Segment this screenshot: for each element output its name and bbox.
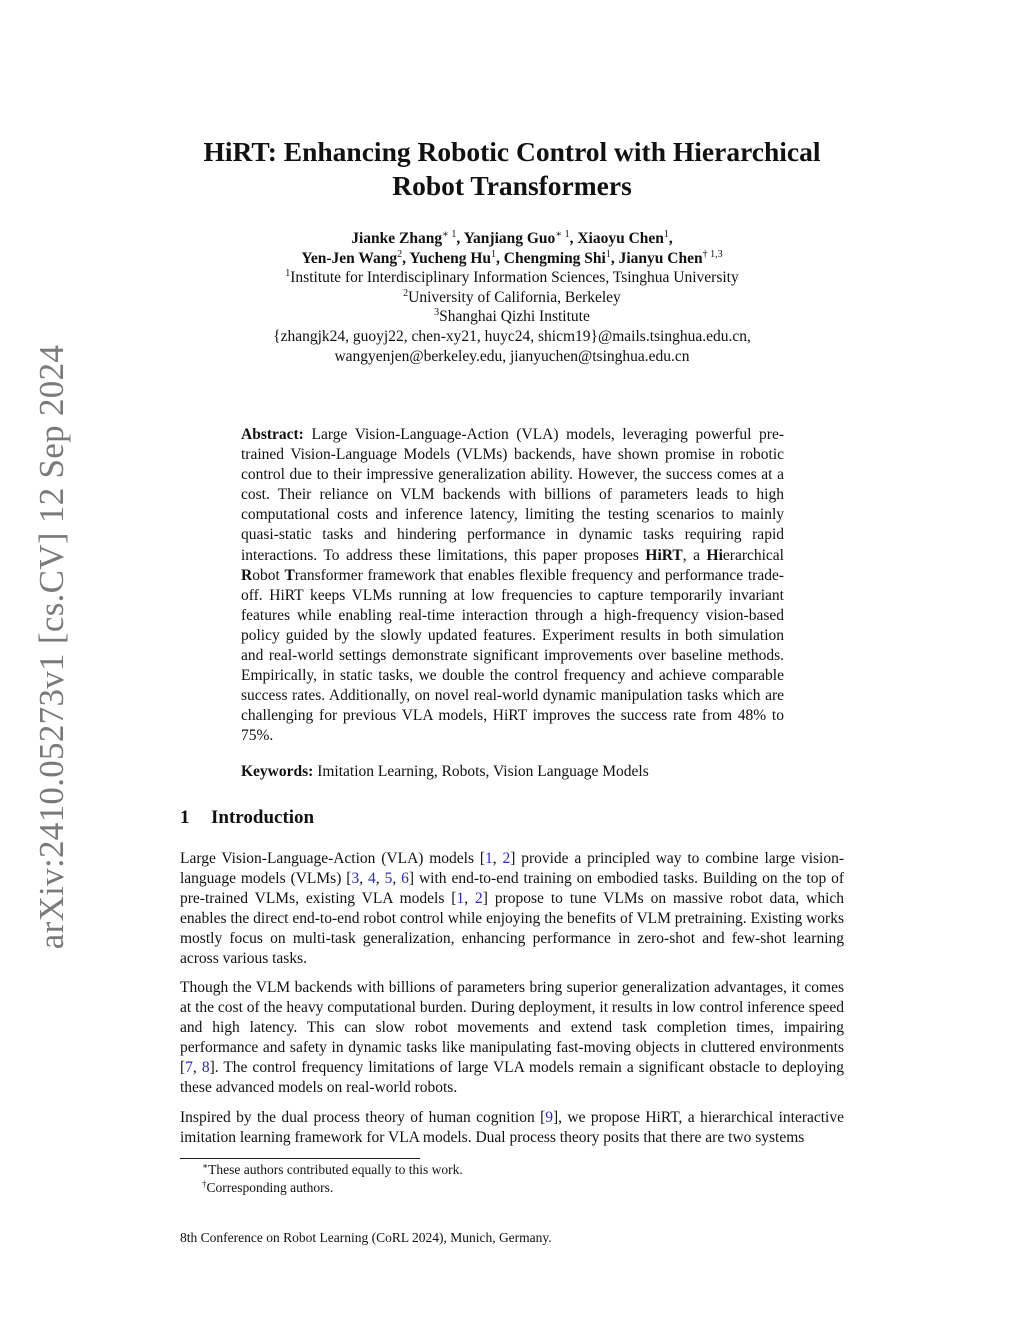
- citation-link[interactable]: 2: [475, 890, 483, 908]
- arxiv-identifier: arXiv:2410.05273v1 [cs.CV] 12 Sep 2024: [32, 344, 71, 950]
- conference-venue: 8th Conference on Robot Learning (CoRL 2024), Munich, Germany.: [180, 1230, 552, 1245]
- paper-title: [180, 135, 844, 203]
- section-heading-introduction: [180, 806, 314, 830]
- author-name: Jianyu Chen: [618, 249, 703, 267]
- affiliation: $^2$University of California, Berkeley: [403, 287, 621, 306]
- citation-link[interactable]: 8: [201, 1059, 210, 1077]
- author-name: Yucheng Hu: [409, 249, 492, 267]
- affiliation: $^1$Institute for Interdisciplinary Information Sciences, Tsinghua University: [285, 268, 739, 287]
- intro-paragraph-1: Large Vision-Language-Action (VLA) models [1, 2] provide a principled way to combine large vision-language models (VLMs) [3, 4, 5, 6] with end-to-end training on embodied tasks. Building on the top of pre-trained VLMs, existing VLA models [1, 2] propose to tune VLMs on massive robot data, which enables the direct end-to-end robot control while enjoying the benefits of VLM pretraining. Existing works mostly focus on multi-task generalization, enhancing performance in zero-shot and few-shot learning across various tasks.: [180, 850, 845, 968]
- email-line: wangyenjen@berkeley.edu, jianyuchen@tsinghua.edu.cn: [334, 347, 690, 365]
- author-names: Jianke Zhang$^{∗ 1}$, Yanjiang Guo$^{∗ 1}$, Xiaoyu Chen$^1$, Yen-Jen Wang$^2$, Yucheng Hu$^1$, Chengming Shi$^1$, Jianyu Chen$^{\dagger 1,3}$: [301, 229, 723, 267]
- arxiv-sidebar-stamp: [32, 344, 72, 950]
- citation-link[interactable]: 6: [401, 870, 409, 888]
- footnote: †Corresponding authors.: [202, 1178, 334, 1195]
- citation-link[interactable]: 1: [485, 850, 493, 867]
- footnotes: [180, 1161, 844, 1196]
- citation-link[interactable]: 4: [368, 870, 376, 888]
- citation-link[interactable]: 3: [351, 870, 360, 888]
- intro-paragraph-2: Though the VLM backends with billions of parameters bring superior generalization advantages, it comes at the cost of the heavy computational burden. During deployment, it results in low control inference speed and high latency. This can slow robot movements and extend task completion times, impairing performance and safety in dynamic tasks like manipulating fast-moving objects in cluttered environments [7, 8]. The control frequency limitations of large VLA models remain a significant obstacle to deploying these advanced models on real-world robots.: [180, 979, 844, 1097]
- citation-link[interactable]: 9: [545, 1109, 553, 1126]
- keywords-label: Keywords:: [241, 763, 314, 780]
- intro-paragraph-3: Inspired by the dual process theory of human cognition [9], we propose HiRT, a hierarchical interactive imitation learning framework for VLA models. Dual process theory posits that there are two systems: [180, 1109, 844, 1147]
- author-name: Xiaoyu Chen: [577, 230, 664, 247]
- author-name: Yanjiang Guo: [463, 230, 556, 247]
- method-name: HiRT: [645, 546, 683, 564]
- abstract-label: Abstract:: [241, 426, 304, 443]
- citation-link[interactable]: 7: [185, 1059, 193, 1077]
- email-line: {zhangjk24, guoyj22, chen-xy21, huyc24, shicm19}@mails.tsinghua.edu.cn,: [273, 327, 751, 345]
- section-number: 1: [180, 807, 190, 828]
- author-name: Chengming Shi: [503, 249, 606, 267]
- footnote: ∗These authors contributed equally to this work.: [202, 1161, 463, 1177]
- citation-link[interactable]: 1: [456, 890, 465, 908]
- affiliation: $^3$Shanghai Qizhi Institute: [434, 307, 590, 326]
- author-name: Yen-Jen Wang: [301, 249, 398, 267]
- section-title: Introduction: [211, 807, 315, 828]
- author-name: Jianke Zhang: [351, 230, 443, 247]
- abstract: Abstract: Large Vision-Language-Action (VLA) models, leveraging powerful pre-trained Vision-Language Models (VLMs) backends, have shown promise in robotic control due to their impressive generalization ability. However, the success comes at a cost. Their reliance on VLM backends with billions of parameters leads to high computational costs and inference latency, limiting the testing scenarios to mainly quasi-static tasks and hindering performance in dynamic tasks requiring rapid interactions. To address these limitations, this paper proposes HiRT, a Hierarchical Robot Transformer framework that enables flexible frequency and performance trade-off. HiRT keeps VLMs running at low frequencies to capture temporarily invariant features while enabling real-time interaction through a high-frequency vision-based policy guided by the slowly updated features. Experiment results in both simulation and real-world settings demonstrate significant improvements over baseline methods. Empirically, in static tasks, we double the control frequency and achieve comparable success rates. Additionally, on novel real-world dynamic manipulation tasks which are challenging for previous VLA models, HiRT improves the success rate from 48% to 75%.: [241, 426, 785, 745]
- title-line-1: HiRT: Enhancing Robotic Control with Hierarchical: [203, 136, 821, 167]
- footnote-divider: [180, 1158, 420, 1159]
- author-block: [180, 229, 844, 366]
- citation-link[interactable]: 2: [502, 850, 511, 867]
- title-line-2: Robot Transformers: [392, 170, 632, 201]
- citation-link[interactable]: 5: [384, 870, 393, 888]
- keywords: Keywords: Imitation Learning, Robots, Vision Language Models: [241, 763, 649, 780]
